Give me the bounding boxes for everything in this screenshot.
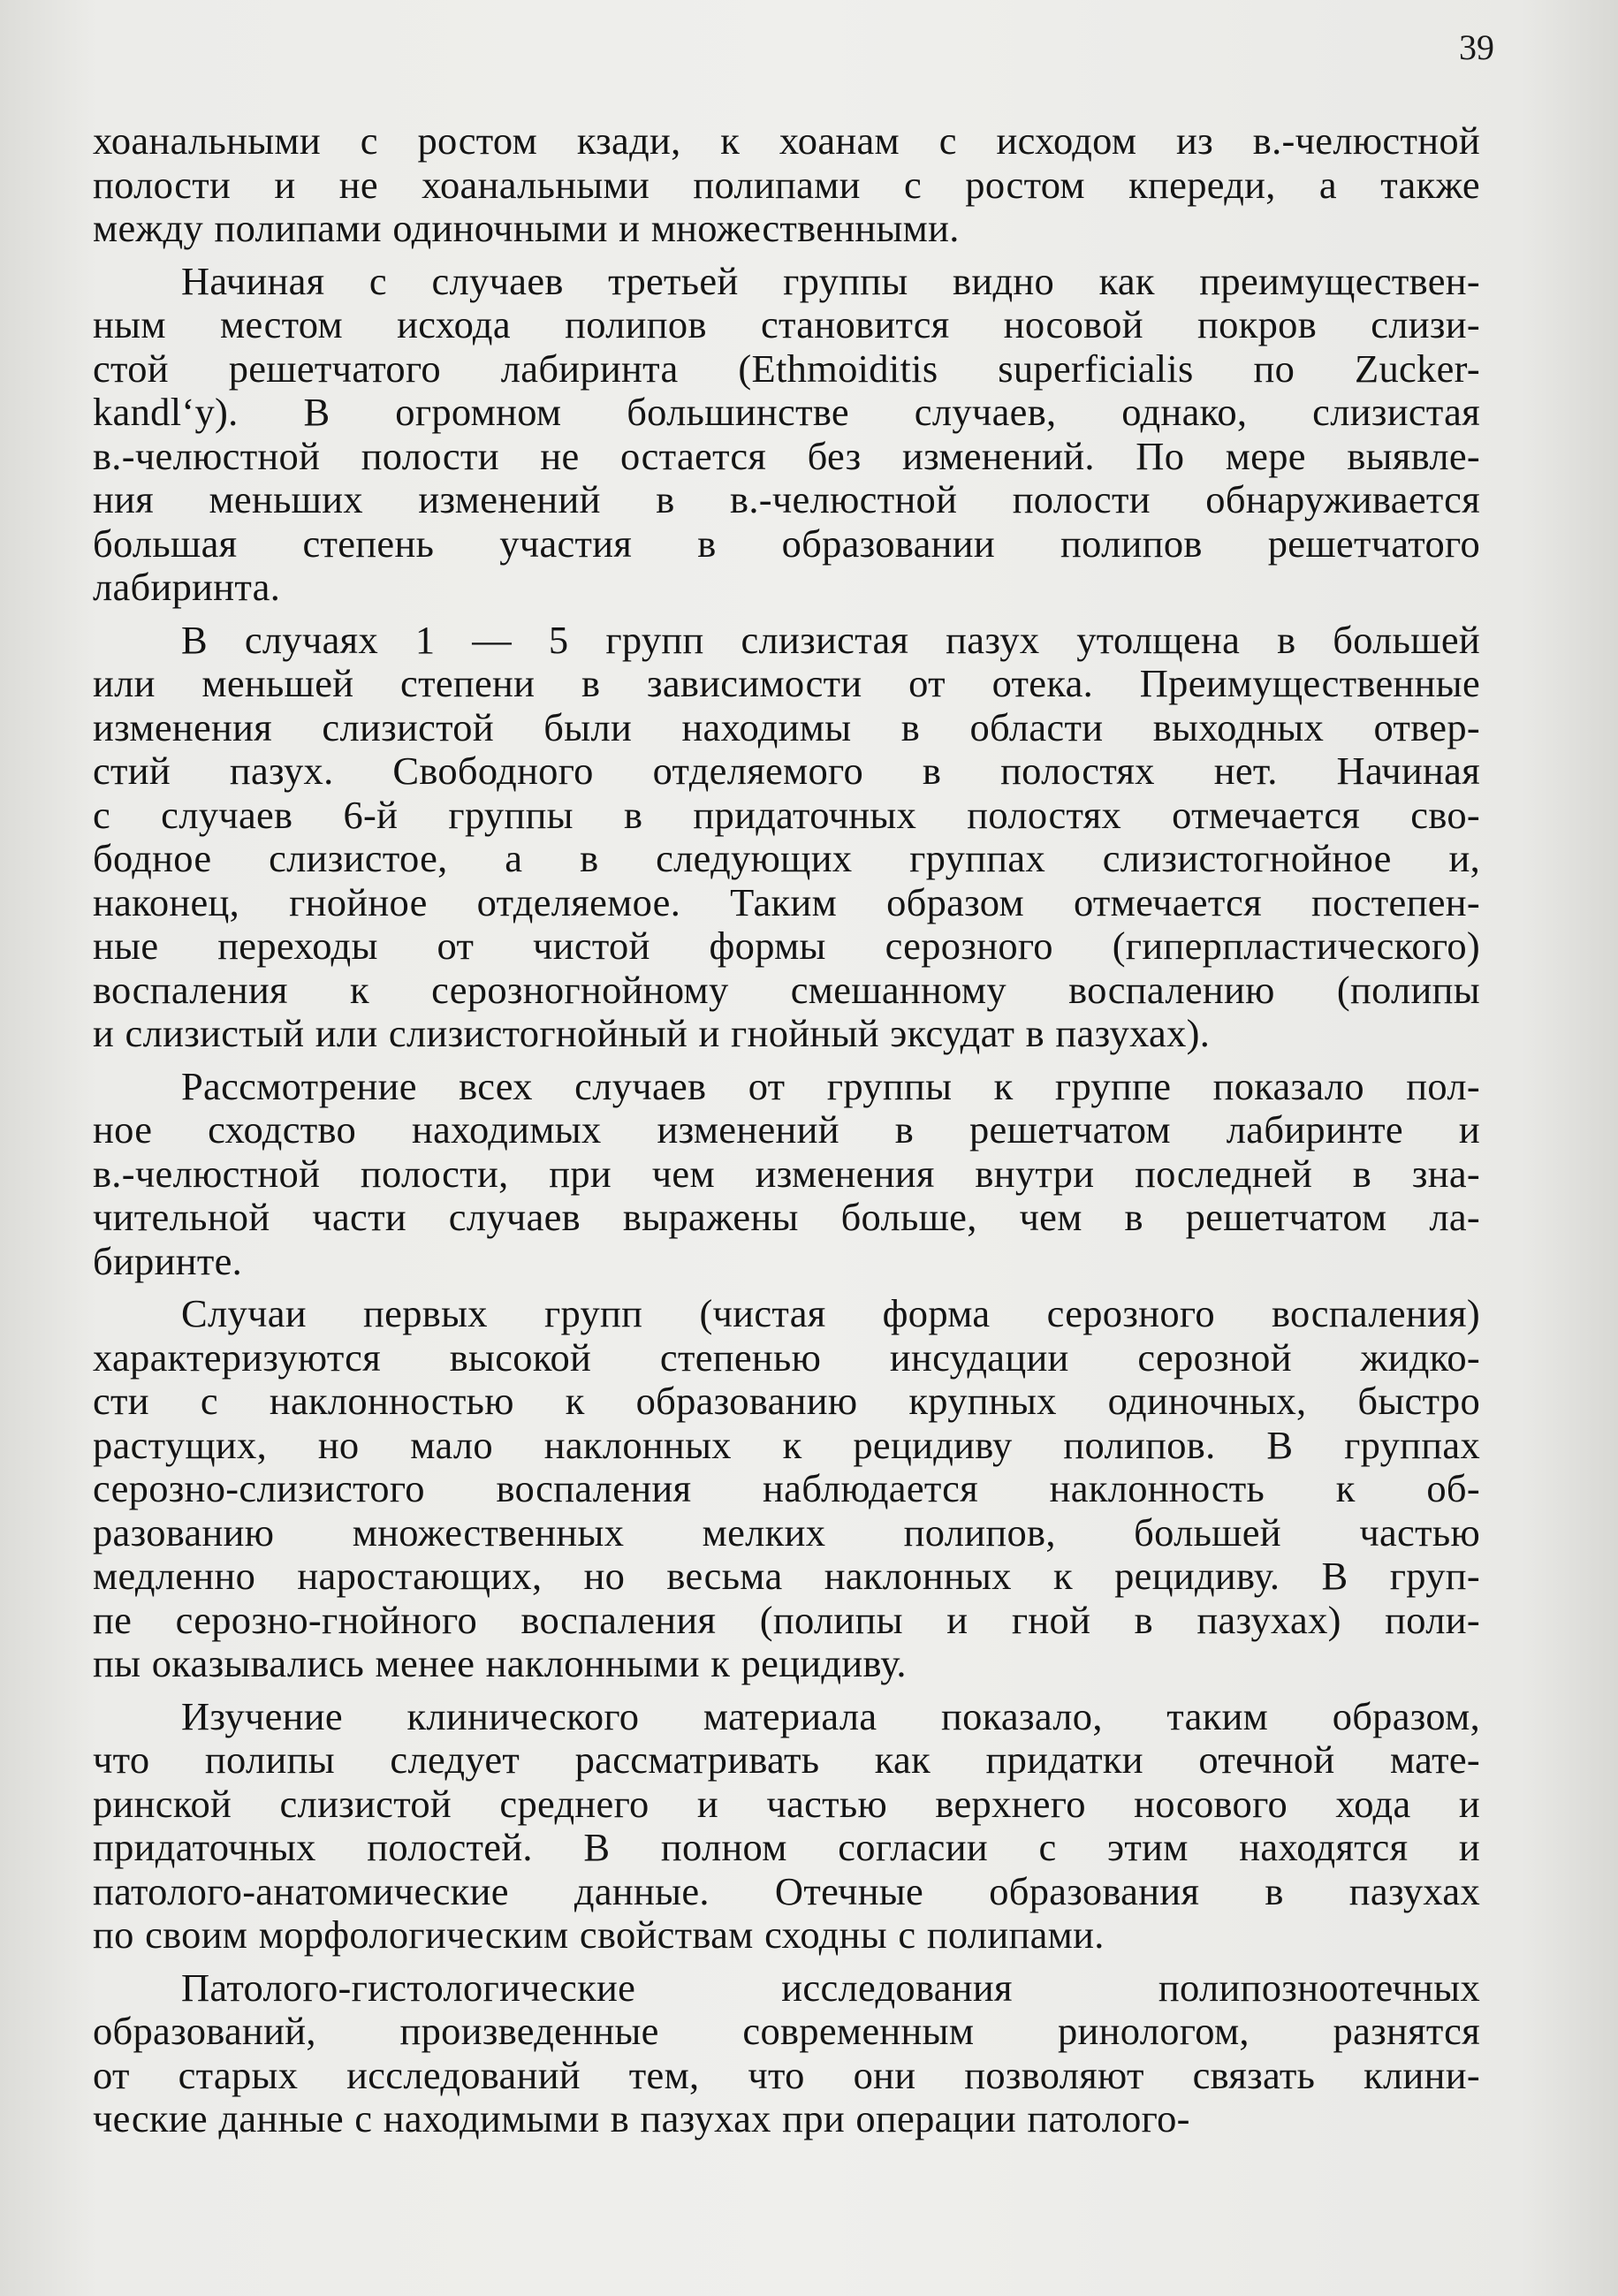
text-line: от старых исследований тем, что они позволяют связать клини- — [93, 2052, 1480, 2097]
text-line: что полипы следует рассматривать как придатки отечной мате- — [93, 1737, 1480, 1782]
text-line: характеризуются высокой степенью инсудации серозной жидко- — [93, 1334, 1480, 1380]
text-line: или меньшей степени в зависимости от отека. Преимущественные — [93, 661, 1480, 705]
text-line: разованию множественных мелких полипов, большей частью — [93, 1509, 1480, 1555]
paragraph — [93, 1695, 1480, 1958]
text-line: медленно наростающих, но весьма наклонных к рецидиву. В груп- — [93, 1554, 1480, 1598]
paragraph — [93, 619, 1480, 1056]
text-line: полости и не хоанальными полипами с ростом кпереди, а также — [93, 162, 1480, 207]
text-line: Случаи первых групп (чистая форма серозного воспаления) — [181, 1291, 1480, 1335]
text-line: большая степень участия в образовании полипов решетчатого — [93, 521, 1480, 566]
text-line: В случаях 1 — 5 групп слизистая пазух утолщена в большей — [181, 617, 1480, 662]
text-line: воспаления к серозногнойному смешанному воспалению (полипы — [93, 967, 1480, 1012]
text-line: в.-челюстной полости не остается без изменений. По мере выявле- — [93, 433, 1480, 478]
text-line: лабиринта. — [93, 565, 281, 609]
text-line: между полипами одиночными и множественными. — [93, 206, 960, 250]
text-line: ринской слизистой среднего и частью верхнего носового хода и — [93, 1781, 1480, 1826]
text-line: хоанальными с ростом кзади, к хоанам с исходом из в.-челюстной — [93, 118, 1480, 163]
text-line: биринте. — [93, 1238, 243, 1283]
paragraph — [93, 260, 1480, 610]
text-line: стой решетчатого лабиринта (Ethmoiditis superficialis по Zucker- — [93, 346, 1480, 391]
text-line: бодное слизистое, а в следующих группах слизистогнойное и, — [93, 836, 1480, 880]
text-line: Патолого-гистологические исследования полипозноотечных — [181, 1965, 1480, 2010]
text-line: придаточных полостей. В полном согласии с этим находятся и — [93, 1825, 1480, 1869]
paragraph — [93, 119, 1480, 251]
text-line: изменения слизистой были находимы в области выходных отвер- — [93, 704, 1480, 749]
text-line: ные переходы от чистой формы серозного (гиперпластического) — [93, 924, 1480, 968]
text-line: патолого-анатомические данные. Отечные образования в пазухах — [93, 1868, 1480, 1913]
text-line: ное сходство находимых изменений в решетчатом лабиринте и — [93, 1107, 1480, 1152]
text-line: Начиная с случаев третьей группы видно как преимуществен- — [181, 258, 1480, 303]
text-line: наконец, гнойное отделяемое. Таким образом отмечается постепен- — [93, 879, 1480, 924]
text-line: Изучение клинического материала показало, таким образом, — [181, 1693, 1480, 1738]
text-line: в.-челюстной полости, при чем изменения внутри последней в зна- — [93, 1151, 1480, 1196]
text-line: образований, произведенные современным ринологом, разнятся — [93, 2009, 1480, 2053]
text-line: kandl‘y). В огромном большинстве случаев, однако, слизистая — [93, 390, 1480, 434]
text-line: чительной части случаев выражены больше, чем в решетчатом ла- — [93, 1195, 1480, 1239]
text-line: пе серозно-гнойного воспаления (полипы и гной в пазухах) поли- — [93, 1597, 1480, 1642]
text-line: с случаев 6-й группы в придаточных полостях отмечается сво- — [93, 792, 1480, 837]
text-line: ным местом исхода полипов становится носовой покров слизи- — [93, 302, 1480, 346]
text-line: ческие данные с находимыми в пазухах при операции патолого- — [93, 2096, 1190, 2140]
text-line: по своим морфологическим свойствам сходны с полипами. — [93, 1912, 1105, 1957]
text-line: растущих, но мало наклонных к рецидиву полипов. В группах — [93, 1422, 1480, 1467]
text-line: Рассмотрение всех случаев от группы к группе показало пол- — [181, 1063, 1480, 1108]
paragraph — [93, 1966, 1480, 2141]
page-number: 39 — [1459, 27, 1494, 67]
text-line: стий пазух. Свободного отделяемого в полостях нет. Начиная — [93, 749, 1480, 793]
text-line: сти с наклонностью к образованию крупных одиночных, быстро — [93, 1379, 1480, 1423]
body-text — [93, 119, 1480, 2150]
text-line: ния меньших изменений в в.-челюстной полости обнаруживается — [93, 477, 1480, 521]
text-line: серозно-слизистого воспаления наблюдается наклонность к об- — [93, 1466, 1480, 1510]
paragraph — [93, 1292, 1480, 1686]
text-line: пы оказывались менее наклонными к рецидиву. — [93, 1641, 907, 1685]
paragraph — [93, 1065, 1480, 1284]
text-line: и слизистый или слизистогнойный и гнойный эксудат в пазухах). — [93, 1011, 1211, 1055]
